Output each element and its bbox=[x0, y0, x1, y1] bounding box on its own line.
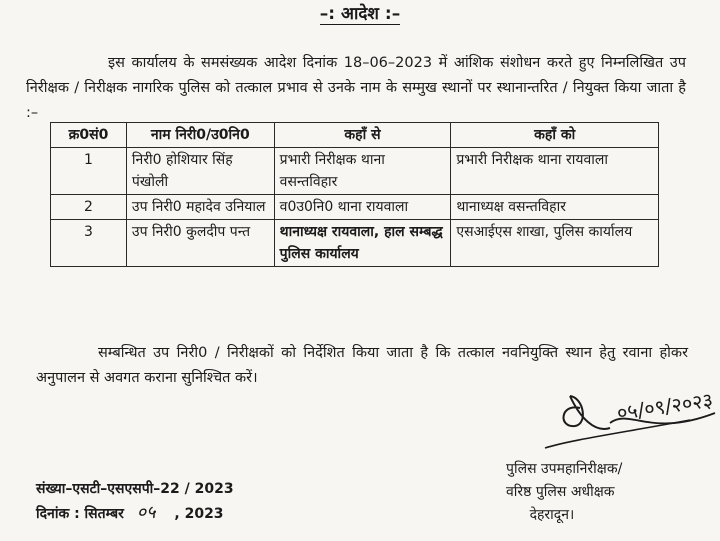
order-heading-text: –: आदेश :– bbox=[319, 4, 401, 24]
reference-date-prefix: दिनांक : सितम्बर bbox=[36, 506, 124, 522]
table-row bbox=[51, 195, 659, 220]
table-header-row bbox=[51, 123, 659, 148]
intro-paragraph: इस कार्यालय के समसंख्यक आदेश दिनांक 18–06–2023 में आंशिक संशोधन करते हुए निम्नलिखित उप निरीक्षक / निरीक्षक नागरिक पुलिस को तत्काल प्रभाव से उनके नाम के सम्मुख स्थानों पर स्थानान्तरित / नियुक्त किया जाता है :– bbox=[26, 54, 686, 121]
cell-serial: 2 bbox=[51, 195, 127, 220]
reference-number: संख्या–एसटी–एसएसपी–22 / 2023 bbox=[36, 481, 234, 497]
closing-paragraph: सम्बन्धित उप निरी0 / निरीक्षकों को निर्देशित किया जाता है कि तत्काल नवनियुक्ति स्थान हेतु रवाना होकर अनुपालन से अवगत कराना सुनिश्चित करें। bbox=[36, 344, 688, 386]
header-to: कहाँ को bbox=[451, 123, 659, 148]
header-name: नाम निरी0/उ0नि0 bbox=[126, 123, 274, 148]
signature-date-text: ०५/०९/२०२३ bbox=[615, 387, 715, 425]
cell-to: एसआईएस शाखा, पुलिस कार्यालय bbox=[451, 220, 659, 267]
designation-line-2: वरिष्ठ पुलिस अधीक्षक bbox=[506, 484, 615, 500]
handwritten-signature bbox=[540, 378, 720, 458]
cell-serial: 1 bbox=[51, 148, 127, 195]
cell-to: थानाध्यक्ष वसन्तविहार bbox=[451, 195, 659, 220]
table-row bbox=[51, 148, 659, 195]
order-heading bbox=[0, 4, 720, 25]
reference-block bbox=[36, 477, 234, 526]
table-row bbox=[51, 220, 659, 267]
cell-from: व0उ0नि0 थाना रायवाला bbox=[274, 195, 451, 220]
reference-date-handwritten: ०५ bbox=[136, 502, 156, 523]
cell-name: उप निरी0 महादेव उनियाल bbox=[126, 195, 274, 220]
header-from: कहाँ से bbox=[274, 123, 451, 148]
designation-line-3: देहरादून। bbox=[529, 507, 575, 523]
cell-from: प्रभारी निरीक्षक थाना वसन्तविहार bbox=[274, 148, 451, 195]
cell-serial: 3 bbox=[51, 220, 127, 267]
cell-to: प्रभारी निरीक्षक थाना रायवाला bbox=[451, 148, 659, 195]
cell-name: निरी0 होशियार सिंह पंखोली bbox=[126, 148, 274, 195]
cell-name: उप निरी0 कुलदीप पन्त bbox=[126, 220, 274, 267]
designation-line-1: पुलिस उपमहानिरीक्षक/ bbox=[506, 461, 623, 477]
reference-date bbox=[36, 501, 234, 526]
header-serial: क्र0सं0 bbox=[51, 123, 127, 148]
cell-from: थानाध्यक्ष रायवाला, हाल सम्बद्ध पुलिस कार्यालय bbox=[274, 220, 451, 267]
transfer-table bbox=[50, 122, 659, 267]
reference-date-suffix: , 2023 bbox=[174, 506, 224, 522]
signatory-designation bbox=[506, 458, 622, 527]
